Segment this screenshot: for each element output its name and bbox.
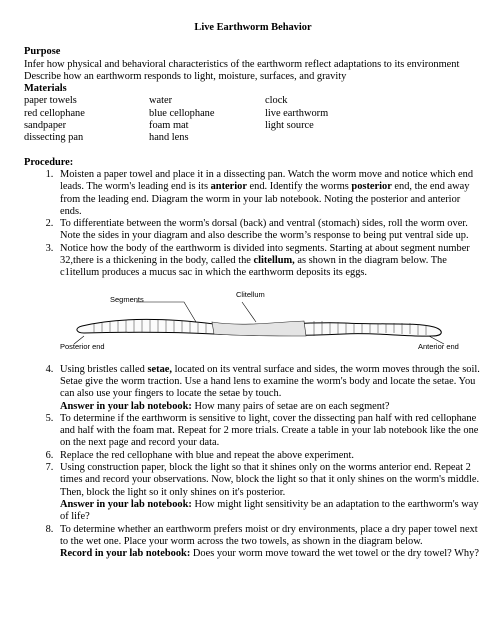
procedure-step-8: 8. To determine whether an earthworm prefers moist or dry environments, place a dry paper towel next to the wet one. Place your worm across the two towels, as shown in the diagram below. Record in your lab notebook: Does your worm move toward the wet towel or the dry towel? Why? xyxy=(56,524,482,561)
material-item: red cellophane xyxy=(24,107,85,119)
materials-list xyxy=(24,95,482,144)
material-item: clock xyxy=(265,95,288,107)
posterior-term: posterior xyxy=(351,181,392,193)
material-item: live earthworm xyxy=(265,107,329,119)
document-page xyxy=(24,22,482,560)
segments-label: Segments xyxy=(110,294,144,304)
notebook-prompt: Record in your lab notebook: xyxy=(60,548,191,560)
procedure-list-continued xyxy=(24,364,482,561)
procedure-step-7: 7. Using construction paper, block the light so that it shines only on the worms anterior end. Repeat 2 times and record your observations. Now, block the light so that it only shines on the worm's middle. Then, block the light so it only shines on it's posterior. Answer in your lab notebook: How might light sensitivity be an adaptation to the earthworm's way of life? xyxy=(56,462,482,523)
notebook-prompt: Answer in your lab notebook: xyxy=(60,400,192,412)
clitellum-term: clitellum, xyxy=(253,255,295,267)
material-item: sandpaper xyxy=(24,120,67,132)
procedure-list xyxy=(24,169,482,280)
material-item: foam mat xyxy=(149,120,189,132)
notebook-prompt: Answer in your lab notebook: xyxy=(60,498,192,510)
material-item: blue cellophane xyxy=(149,107,215,119)
earthworm-diagram xyxy=(24,286,482,354)
procedure-step-4: 4. Using bristles called setae, located on its ventral surface and sides, the worm moves through the soil. Setae give the worm traction. Use a hand lens to examine the worm's body and locate the setae. You can also use your fingers to locate the setae by touch. Answer in your lab notebook: How many pairs of setae are on each segment? xyxy=(56,364,482,413)
material-item: water xyxy=(149,95,173,107)
procedure-step-6: 6. Replace the red cellophane with blue and repeat the above experiment. xyxy=(56,450,482,462)
procedure-step-2: 2. To differentiate between the worm's dorsal (back) and ventral (stomach) sides, roll the worm over. Note the sides in your diagram and also describe the worm’s response to being put ventral side up. xyxy=(56,218,482,243)
anterior-end-label: Anterior end xyxy=(418,341,459,351)
posterior-end-label: Posterior end xyxy=(60,341,105,351)
material-item: hand lens xyxy=(149,132,189,144)
purpose-line: Infer how physical and behavioral characteristics of the earthworm reflect adaptations to its environment xyxy=(24,58,460,70)
purpose-line: Describe how an earthworm responds to light, moisture, surfaces, and gravity xyxy=(24,70,347,82)
clitellum-label: Clitellum xyxy=(236,289,265,299)
material-item xyxy=(265,132,385,144)
procedure-step-3: 3. Notice how the body of the earthworm is divided into segments. Starting at about segment number 32,there is a thickening in the body, called the clitellum, as shown in the diagram below. The c1itellum produces a mucus sac in which the earthworm deposits its eggs. xyxy=(56,243,482,280)
material-item: paper towels xyxy=(24,95,77,107)
anterior-term: anterior xyxy=(210,181,247,193)
procedure-step-5: 5. To determine if the earthworm is sensitive to light, cover the dissecting pan half with red cellophane and half with the foam mat. Repeat for 2 more trials. Create a table in your lab notebook like the one on the next page and record your data. xyxy=(56,413,482,450)
page-title: Live Earthworm Behavior xyxy=(194,22,312,33)
purpose-heading: Purpose xyxy=(24,46,61,58)
materials-heading: Materials xyxy=(24,83,67,95)
procedure-step-1: 1. Moisten a paper towel and place it in a dissecting pan. Watch the worm move and notice which end leads. The worm's leading end is its anterior end. Identify the worms posterior end, the end away from the leading end. Diagram the worm in your lab notebook. Noting the posterior and anterior ends. xyxy=(56,169,482,218)
material-item: dissecting pan xyxy=(24,132,84,144)
procedure-heading: Procedure: xyxy=(24,156,74,168)
setae-term: setae, xyxy=(147,363,172,375)
material-item: light source xyxy=(265,120,314,132)
